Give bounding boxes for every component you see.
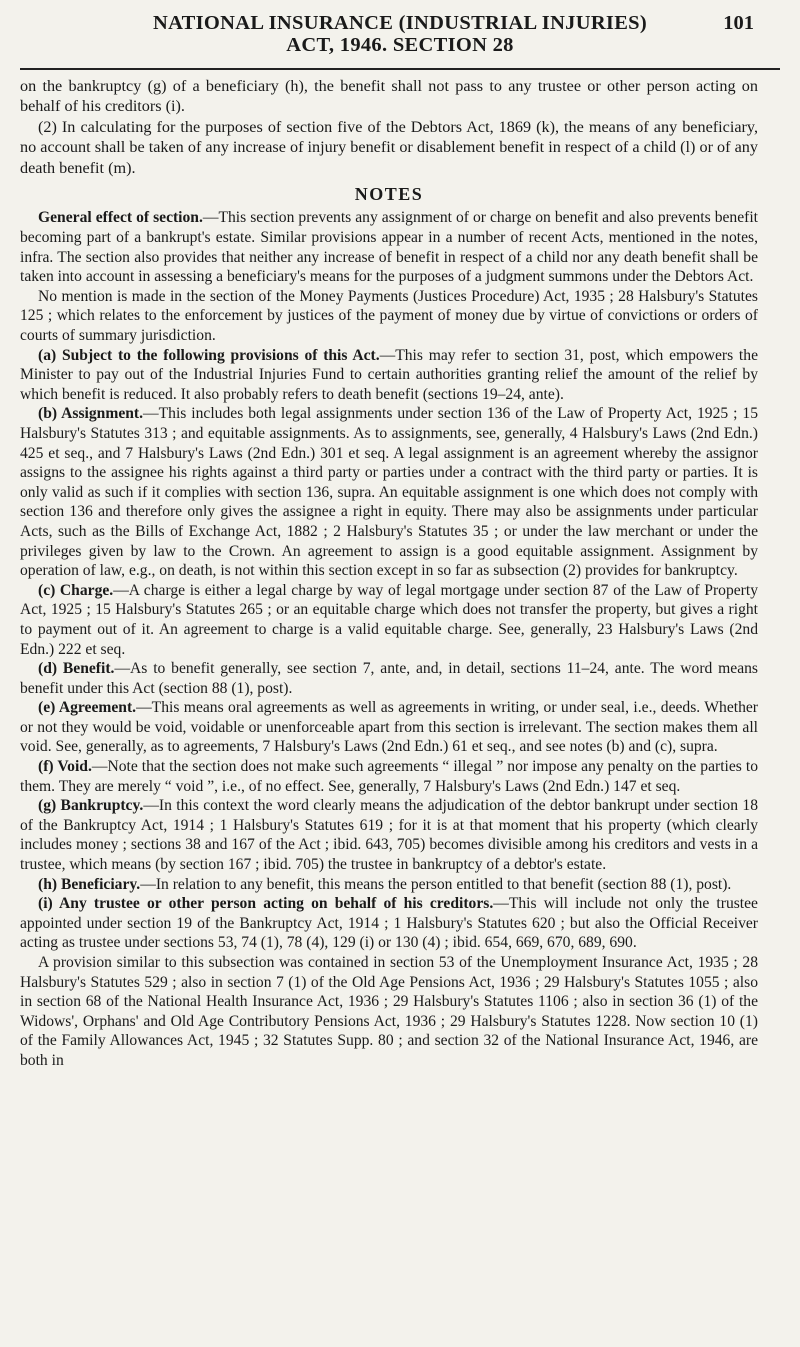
note-c [20, 581, 758, 659]
note-i-text: —This will include not only the trustee appointed under section 19 of the Bankruptcy Act, 1914 ; 1 Halsbury's Statutes 620 ; but also the Official Receiver acting as trustee under sections 53, 74 (1), 78 (4), 129 (i) or 130 (4) ; ibid. 654, 669, 670, 689, 690. [20, 895, 758, 952]
note-b-text: —This includes both legal assignments under section 136 of the Law of Property Act, 1925 ; 15 Halsbury's Statutes 313 ; and equitable assignments. As to assignments, see, generally, 4 Halsbury's Laws (2nd Edn.) 425 et seq., and 7 Halsbury's Laws (2nd Edn.) 301 et seq. A legal assignment is an agreement whereby the assignor assigns to the assignee his rights against a third party or parties under a contract with the third party or parties. It is only valid as such if it complies with section 136, supra. An equitable assignment is one which does not comply with section 136 and therefore only gives the assignee a right in equity. There may also be assignments under particular Acts, such as the Bills of Exchange Act, 1882 ; 2 Halsbury's Statutes 35 ; or under the law merchant or under the privileges given by law to the Crown. An agreement to assign is a good equitable assignment. Assignment by operation of law, e.g., on death, is not within this section except in so far as subsection (2) provides for bankruptcy. [20, 405, 758, 580]
note-general-heading: General effect of section. [38, 209, 203, 227]
note-b [20, 404, 758, 580]
note-a-text: —This may refer to section 31, post, which empowers the Minister to pay out of the Industrial Injuries Fund to certain authorities granting relief the amount of the relief by which benefit is reduced. It also probably refers to death benefit (sections 19–24, ante). [20, 346, 758, 403]
statute-paragraph-continued: on the bankruptcy (g) of a beneficiary (h), the benefit shall not pass to any trustee or other person acting on behalf of his creditors (i). [20, 77, 758, 116]
page-number: 101 [723, 12, 754, 34]
note-h-heading: (h) Beneficiary. [38, 875, 141, 893]
running-title [90, 12, 710, 56]
note-b-heading: (b) Assignment. [38, 405, 144, 423]
note-general-text: —This section prevents any assignment of or charge on benefit and also prevents benefit becoming part of a bankrupt's estate. Similar provisions appear in a number of recent Acts, mentioned in the notes, infra. The section also provides that neither any increase of benefit in respect of a child nor any death benefit shall be taken into account in assessing a beneficiary's means for the purposes of a judgment summons under the Debtors Act. [20, 209, 758, 286]
running-title-line-2: ACT, 1946. SECTION 28 [286, 34, 514, 56]
running-header [0, 12, 800, 62]
note-i-heading: (i) Any trustee or other person acting on behalf of his creditors. [38, 895, 494, 913]
statute-subsection-2: (2) In calculating for the purposes of section five of the Debtors Act, 1869 (k), the means of any beneficiary, no account shall be taken of any increase of injury benefit or disablement benefit in respect of a child (l) or of any death benefit (m). [20, 117, 758, 177]
note-e [20, 698, 758, 757]
note-h-text: —In relation to any benefit, this means the person entitled to that benefit (section 88 (1), post). [140, 875, 732, 893]
note-d [20, 659, 758, 698]
note-f-text: —Note that the section does not make such agreements “ illegal ” nor impose any penalty on the parties to them. They are merely “ void ”, i.e., of no effect. See, generally, 7 Halsbury's Laws (2nd Edn.) 147 et seq. [20, 758, 758, 795]
note-i [20, 894, 758, 953]
note-a [20, 346, 758, 405]
page-body [20, 76, 758, 1071]
note-e-heading: (e) Agreement. [38, 699, 137, 717]
notes-section [20, 208, 758, 1070]
note-f [20, 757, 758, 796]
note-c-text: —A charge is either a legal charge by way of legal mortgage under section 87 of the Law of Property Act, 1925 ; 15 Halsbury's Statutes 265 ; or an equitable charge which does not transfer the property, but gives a right to payment out of it. An agreement to charge is a valid equitable charge. See, generally, 23 Halsbury's Laws (2nd Edn.) 222 et seq. [20, 581, 758, 658]
note-similar-provision: A provision similar to this subsection was contained in section 53 of the Unemployment Insurance Act, 1935 ; 28 Halsbury's Statutes 529 ; also in section 7 (1) of the Old Age Pensions Act, 1936 ; 29 Halsbury's Statutes 1055 ; also in section 68 of the National Health Insurance Act, 1936 ; 29 Halsbury's Statutes 1106 ; also in section 36 (1) of the Widows', Orphans' and Old Age Contributory Pensions Act, 1936 ; 29 Halsbury's Statutes 1228. Now section 10 (1) of the Family Allowances Act, 1945 ; 32 Statutes Supp. 80 ; and section 32 of the National Insurance Act, 1946, are both in [20, 954, 758, 1069]
header-rule [20, 68, 780, 70]
note-f-heading: (f) Void. [38, 758, 92, 776]
note-g-text: —In this context the word clearly means the adjudication of the debtor bankrupt under section 18 of the Bankruptcy Act, 1914 ; 1 Halsbury's Statutes 619 ; for it is at that moment that his property (which clearly includes money ; sections 38 and 167 of the Act ; ibid. 643, 705) becomes divisible among his creditors and vests in a trustee, which means (by section 167 ; ibid. 705) the trustee in bankruptcy of a debtor's estate. [20, 797, 758, 874]
note-c-heading: (c) Charge. [38, 581, 114, 599]
note-e-text: —This means oral agreements as well as agreements in writing, or under seal, i.e., deeds. Whether or not they would be void, voidable or unenforceable apart from this section is irrelevant. The section makes them all void. See, generally, as to agreements, 7 Halsbury's Laws (2nd Edn.) 61 et seq., and see notes (b) and (c), supra. [20, 699, 758, 756]
note-d-heading: (d) Benefit. [38, 660, 115, 678]
note-d-text: —As to benefit generally, see section 7, ante, and, in detail, sections 11–24, ante. The word means benefit under this Act (section 88 (1), post). [20, 660, 758, 697]
note-g-heading: (g) Bankruptcy. [38, 797, 144, 815]
note-money-payments: No mention is made in the section of the Money Payments (Justices Procedure) Act, 1935 ; 28 Halsbury's Statutes 125 ; which relates to the enforcement by justices of the payment of money due by virtue of convictions or orders of courts of summary jurisdiction. [20, 287, 758, 344]
running-title-line-1: NATIONAL INSURANCE (INDUSTRIAL INJURIES) [152, 12, 648, 34]
note-h [20, 875, 758, 895]
note-g [20, 796, 758, 874]
note-general [20, 208, 758, 286]
notes-heading: NOTES [354, 184, 424, 205]
note-a-heading: (a) Subject to the following provisions of this Act. [38, 346, 380, 364]
